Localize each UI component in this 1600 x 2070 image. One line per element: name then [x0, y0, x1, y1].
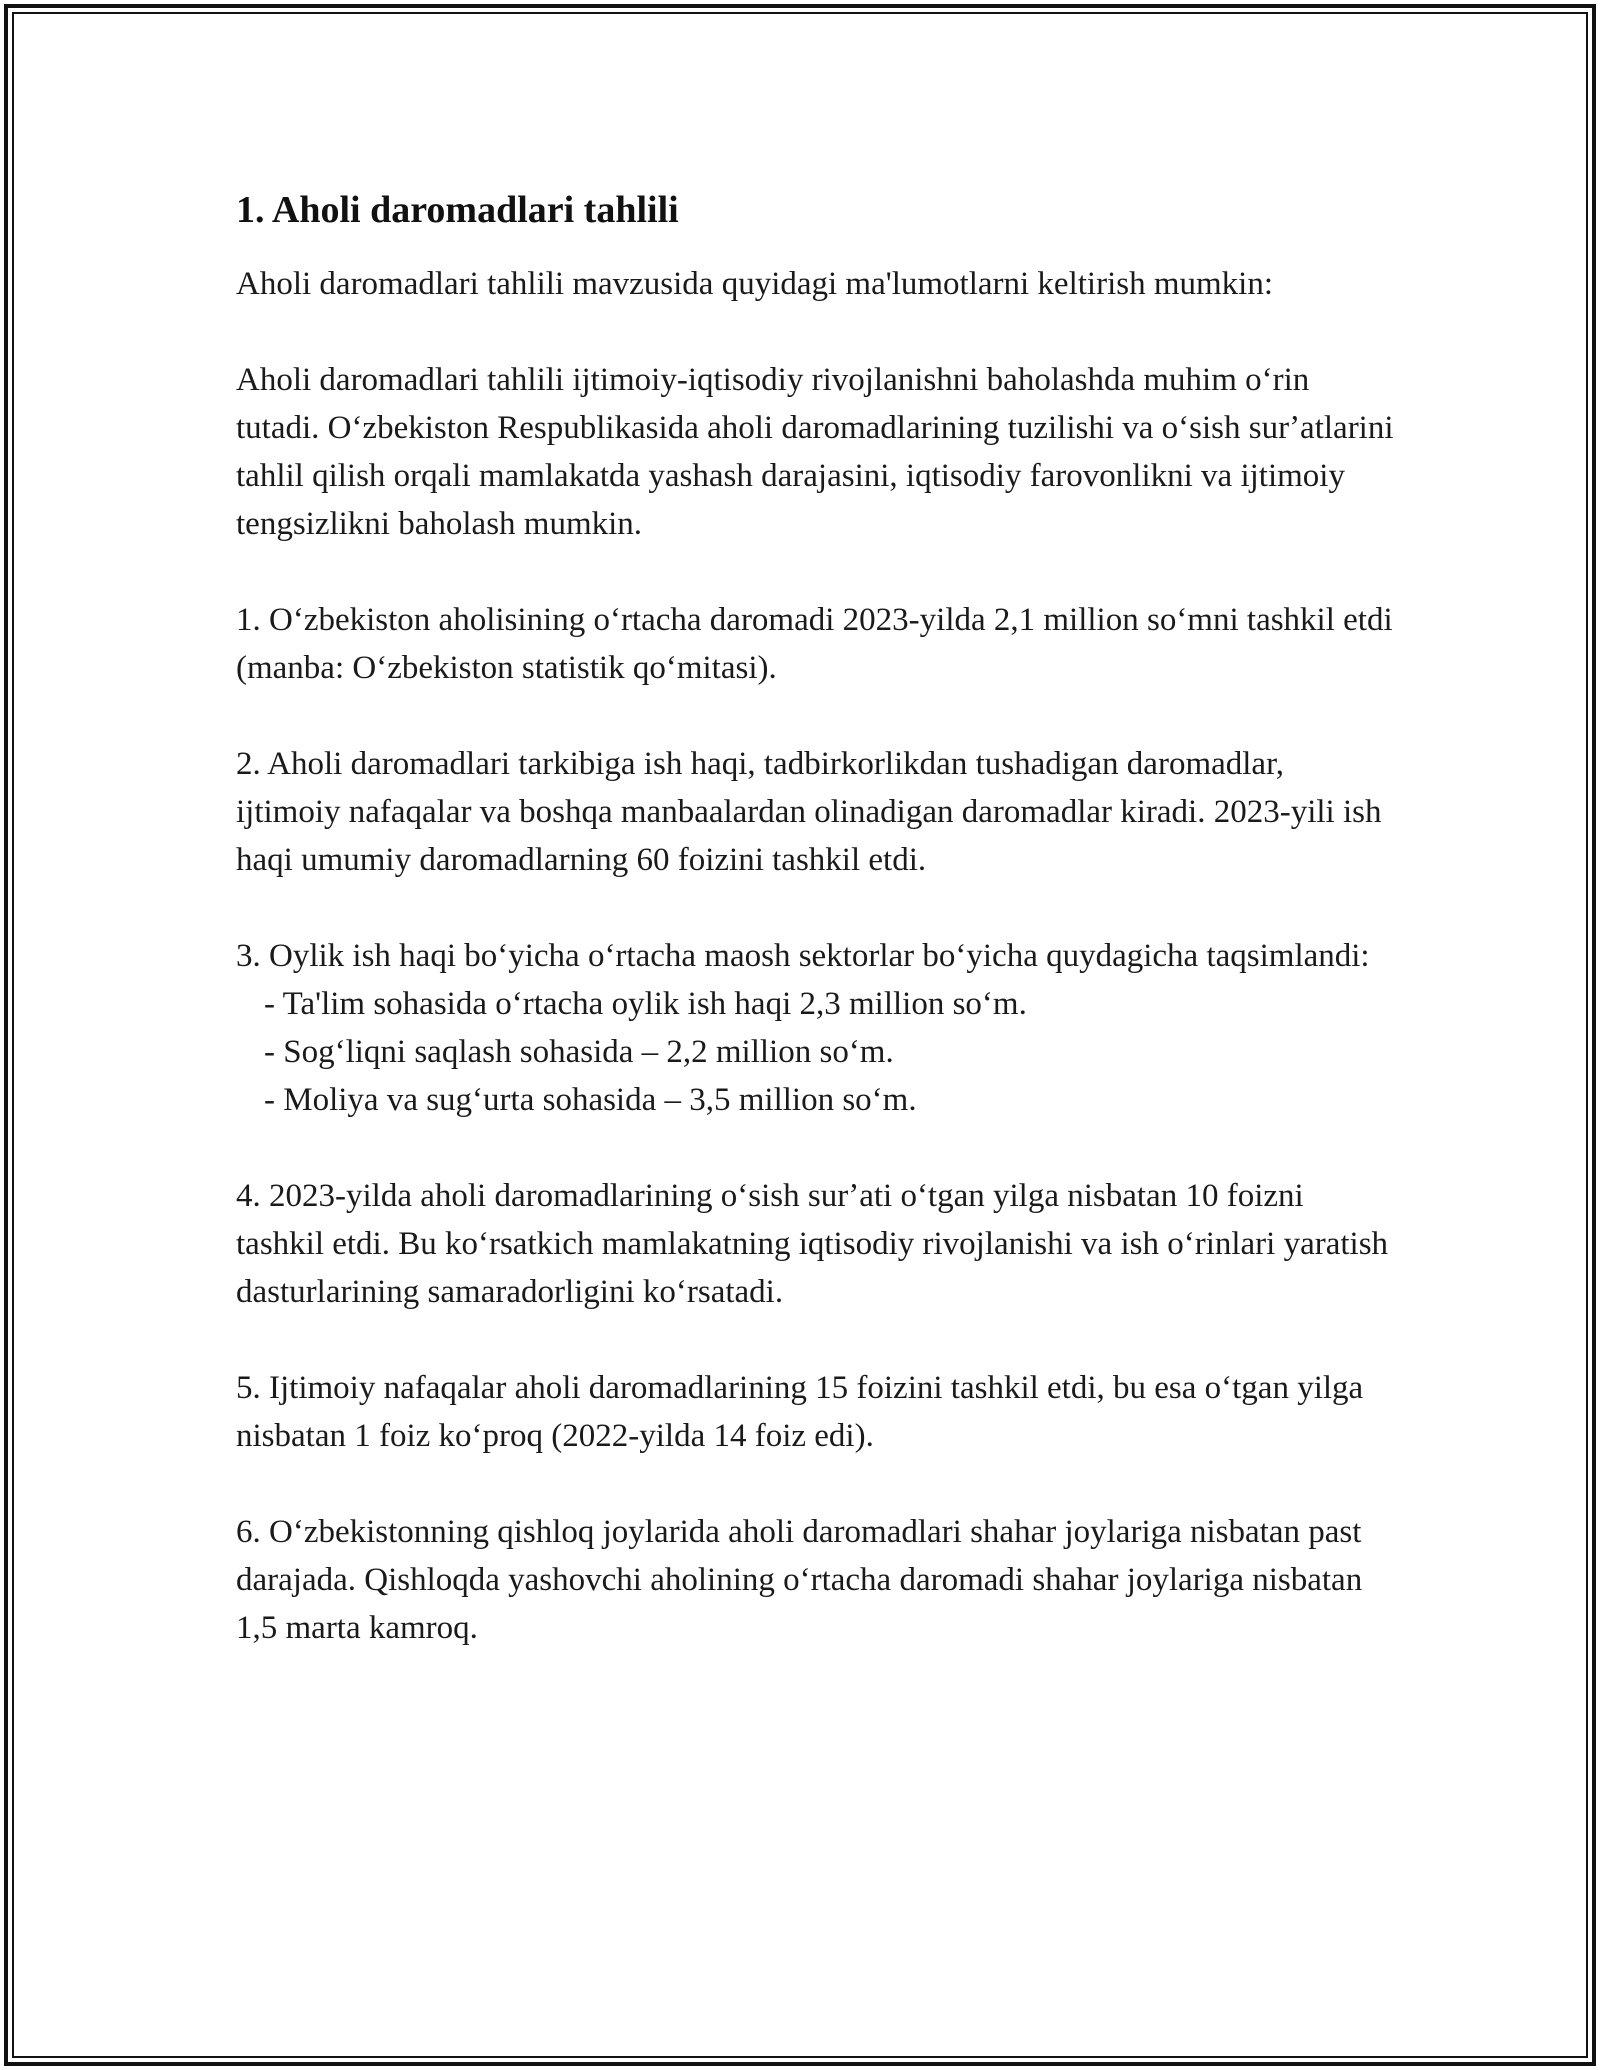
- list-item-5: 5. Ijtimoiy nafaqalar aholi daromadlarining 15 foizini tashkil etdi, bu esa oʻtgan yilga nisbatan 1 foiz koʻproq (2022-yilda 14 foiz edi).: [236, 1370, 1364, 1454]
- sector-item-education: - Ta'lim sohasida oʻrtacha oylik ish haqi 2,3 million soʻm.: [264, 986, 1027, 1022]
- sector-salary-list: [236, 980, 1396, 1124]
- sector-item-finance: - Moliya va sugʻurta sohasida – 3,5 million soʻm.: [264, 1082, 917, 1118]
- overview-paragraph: Aholi daromadlari tahlili ijtimoiy-iqtisodiy rivojlanishni baholashda muhim oʻrin tutadi. Oʻzbekiston Respublikasida aholi daromadlarining tuzilishi va oʻsish surʼatlarini tahlil qilish orqali mamlakatda yashash darajasini, iqtisodiy farovonlikni va ijtimoiy tengsizlikni baholash mumkin.: [236, 362, 1394, 542]
- list-item-2: 2. Aholi daromadlari tarkibiga ish haqi, tadbirkorlikdan tushadigan daromadlar, ijtimoiy nafaqalar va boshqa manbaalardan olinadigan daromadlar kiradi. 2023-yili ish haqi umumiy daromadlarning 60 foizini tashkil etdi.: [236, 746, 1382, 878]
- list-item-1: 1. Oʻzbekiston aholisining oʻrtacha daromadi 2023-yilda 2,1 million soʻmni tashkil etdi (manba: Oʻzbekiston statistik qoʻmitasi).: [236, 602, 1393, 686]
- list-item-4: 4. 2023-yilda aholi daromadlarining oʻsish surʼati oʻtgan yilga nisbatan 10 foizni tashkil etdi. Bu koʻrsatkich mamlakatning iqtisodiy rivojlanishi va ish oʻrinlari yaratish dasturlarining samaradorligini koʻrsatadi.: [236, 1178, 1389, 1310]
- sector-item-health: - Sogʻliqni saqlash sohasida – 2,2 million soʻm.: [264, 1034, 894, 1070]
- section-heading: 1. Aholi daromadlari tahlili: [236, 189, 679, 231]
- list-item-6: 6. Oʻzbekistonning qishloq joylarida aholi daromadlari shahar joylariga nisbatan past darajada. Qishloqda yashovchi aholining oʻrtacha daromadi shahar joylariga nisbatan 1,5 marta kamroq.: [236, 1514, 1363, 1646]
- list-item-3-intro: 3. Oylik ish haqi boʻyicha oʻrtacha maosh sektorlar boʻyicha quydagicha taqsimlandi:: [236, 938, 1370, 974]
- document-body: [236, 186, 1396, 1700]
- intro-paragraph: Aholi daromadlari tahlili mavzusida quyidagi ma'lumotlarni keltirish mumkin:: [236, 266, 1274, 302]
